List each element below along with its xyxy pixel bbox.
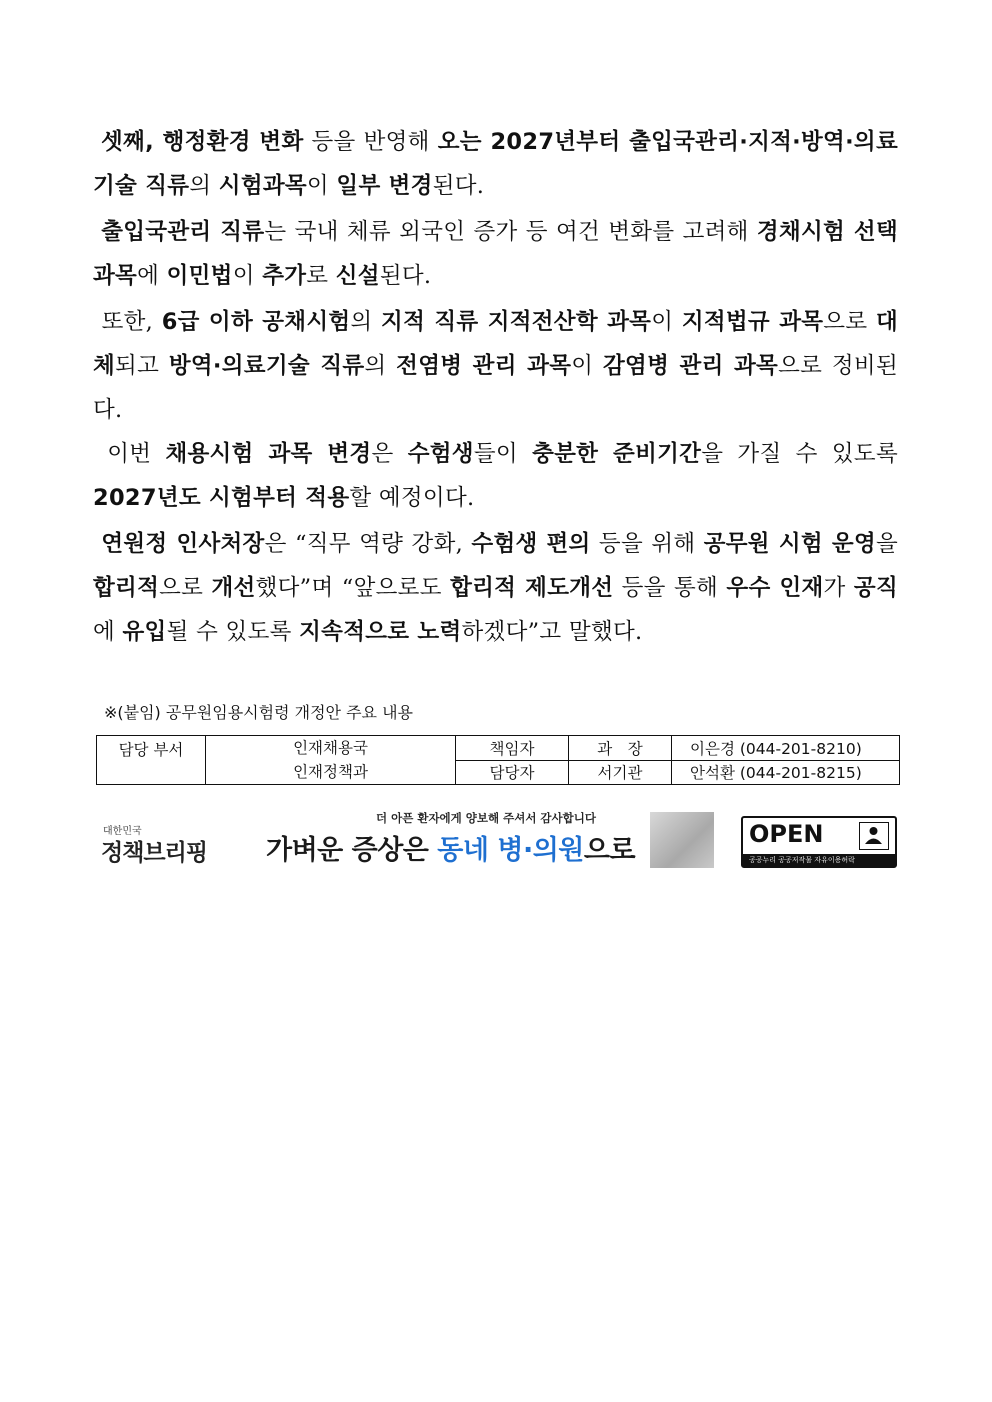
body-text: 된다. xyxy=(432,173,485,199)
body-text: 되고 xyxy=(115,353,169,379)
position-cell: 과 장 xyxy=(569,736,672,761)
body-text: 에 xyxy=(137,263,167,289)
name-phone-cell: 안석환 (044-201-8215) xyxy=(672,760,900,785)
emphasis-text: 지적 직류 지적전산학 과목 xyxy=(381,309,652,335)
logo-small-text: 대한민국 xyxy=(103,826,142,837)
body-text: 으로 정비된다. xyxy=(93,353,898,423)
policy-briefing-logo[interactable] xyxy=(101,822,221,870)
emphasis-text: 경채시험 선택과목 xyxy=(93,219,899,289)
person-icon xyxy=(859,822,889,850)
name-phone-cell: 이은경 (044-201-8210) xyxy=(672,736,900,761)
emphasis-text: 수험생 편의 xyxy=(471,531,591,557)
emphasis-text: 감염병 관리 과목 xyxy=(603,353,779,379)
body-text: 하겠다”고 말했다. xyxy=(461,619,643,645)
emphasis-text: 유입 xyxy=(122,619,167,645)
body-text: 했다”며 “앞으로도 xyxy=(255,575,451,601)
body-text: 등을 통해 xyxy=(613,575,727,601)
banner-main-c: 으로 xyxy=(583,835,636,866)
body-text: 등을 위해 xyxy=(590,531,704,557)
emphasis-text: 합리적 제도개선 xyxy=(450,575,614,601)
attachment-note: ※(붙임) 공무원임용시험령 개정안 주요 내용 xyxy=(104,703,413,722)
paragraph-3 xyxy=(93,300,898,432)
body-text: 또한, xyxy=(101,309,162,335)
emphasis-text: 대체 xyxy=(93,309,898,379)
banner-main-a: 가벼운 증상은 xyxy=(266,835,438,866)
body-text: 된다. xyxy=(379,263,432,289)
emphasis-text: 지속적으로 노력 xyxy=(299,619,462,645)
emphasis-text: 공무원 시험 운영 xyxy=(703,531,876,557)
emphasis-text: 일부 변경 xyxy=(336,173,433,199)
footer-banners xyxy=(96,808,900,870)
emphasis-text: 출입국관리 직류 xyxy=(101,219,265,245)
open-word: OPEN xyxy=(749,820,824,848)
body-text: 의 xyxy=(364,353,397,379)
emphasis-text: 충분한 준비기간 xyxy=(532,441,702,467)
role-cell: 책임자 xyxy=(456,736,569,761)
contact-table xyxy=(96,735,900,785)
paragraph-4 xyxy=(93,432,898,520)
body-text: 이 xyxy=(232,263,263,289)
body-text: 이번 xyxy=(107,441,166,467)
emphasis-text: 연원정 인사처장 xyxy=(101,531,265,557)
org-cell xyxy=(206,736,456,785)
body-text: 의 xyxy=(189,173,219,199)
body-text: 으로 xyxy=(159,575,212,601)
org-line-1: 인재채용국 xyxy=(293,739,368,757)
body-text: 등을 반영해 xyxy=(303,129,438,155)
banner-top-text: 더 아픈 환자에게 양보해 주셔서 감사합니다 xyxy=(376,811,596,825)
emphasis-text: 추가 xyxy=(262,263,307,289)
banner-main-text xyxy=(266,828,635,867)
emphasis-text: 신설 xyxy=(335,263,380,289)
body-text: 은 xyxy=(371,441,408,467)
body-text: 할 예정이다. xyxy=(349,485,475,511)
emphasis-text: 공직 xyxy=(853,575,898,601)
open-license-caption: 공공누리 공공저작물 자유이용허락 xyxy=(743,854,895,866)
emphasis-text: 개선 xyxy=(211,575,256,601)
emphasis-text: 수험생 xyxy=(407,441,474,467)
body-text: 이 xyxy=(571,353,604,379)
table-row xyxy=(97,736,900,761)
clinic-campaign-banner[interactable] xyxy=(266,808,714,868)
position-cell: 서기관 xyxy=(569,760,672,785)
emphasis-text: 우수 인재 xyxy=(726,575,824,601)
emphasis-text: 방역·의료기술 직류 xyxy=(168,353,365,379)
emphasis-text: 오는 2027년부터 출입국관리·지적·방역·의료 기술 직류 xyxy=(93,129,898,199)
emphasis-text: 전염병 관리 과목 xyxy=(396,353,572,379)
emphasis-text: 셋째, 행정환경 변화 xyxy=(101,129,304,155)
emphasis-text: 지적법규 과목 xyxy=(681,309,824,335)
body-text: 가 xyxy=(823,575,854,601)
banner-main-b: 동네 병·의원 xyxy=(437,835,584,866)
body-text: 을 가질 수 있도록 xyxy=(701,441,899,467)
emphasis-text: 합리적 xyxy=(93,575,160,601)
emphasis-text: 시험과목 xyxy=(218,173,307,199)
body-text: 이 xyxy=(306,173,337,199)
paragraph-2 xyxy=(93,210,898,298)
body-text: 들이 xyxy=(473,441,533,467)
emphasis-text: 6급 이하 공채시험 xyxy=(161,309,351,335)
body-text: 이 xyxy=(651,309,682,335)
body-text: 의 xyxy=(350,309,382,335)
emphasis-text: 이민법 xyxy=(166,263,233,289)
body-text: 는 국내 체류 외국인 증가 등 여건 변화를 고려해 xyxy=(264,219,757,245)
emphasis-text: 채용시험 과목 변경 xyxy=(165,441,372,467)
logo-big-text: 정책브리핑 xyxy=(101,840,208,866)
open-license-mark xyxy=(741,816,897,868)
org-line-2: 인재정책과 xyxy=(293,763,368,781)
dept-label-cell: 담당 부서 xyxy=(97,736,206,785)
body-text: 될 수 있도록 xyxy=(166,619,300,645)
body-text: 은 “직무 역량 강화, xyxy=(264,531,472,557)
paragraph-1 xyxy=(93,120,898,208)
emphasis-text: 2027년도 시험부터 적용 xyxy=(93,485,350,511)
body-text: 을 xyxy=(875,531,899,557)
body-text: 에 xyxy=(93,619,123,645)
banner-photo xyxy=(650,812,714,868)
body-text: 로 xyxy=(306,263,336,289)
body-text: 으로 xyxy=(823,309,876,335)
role-cell: 담당자 xyxy=(456,760,569,785)
paragraph-5 xyxy=(93,522,898,654)
